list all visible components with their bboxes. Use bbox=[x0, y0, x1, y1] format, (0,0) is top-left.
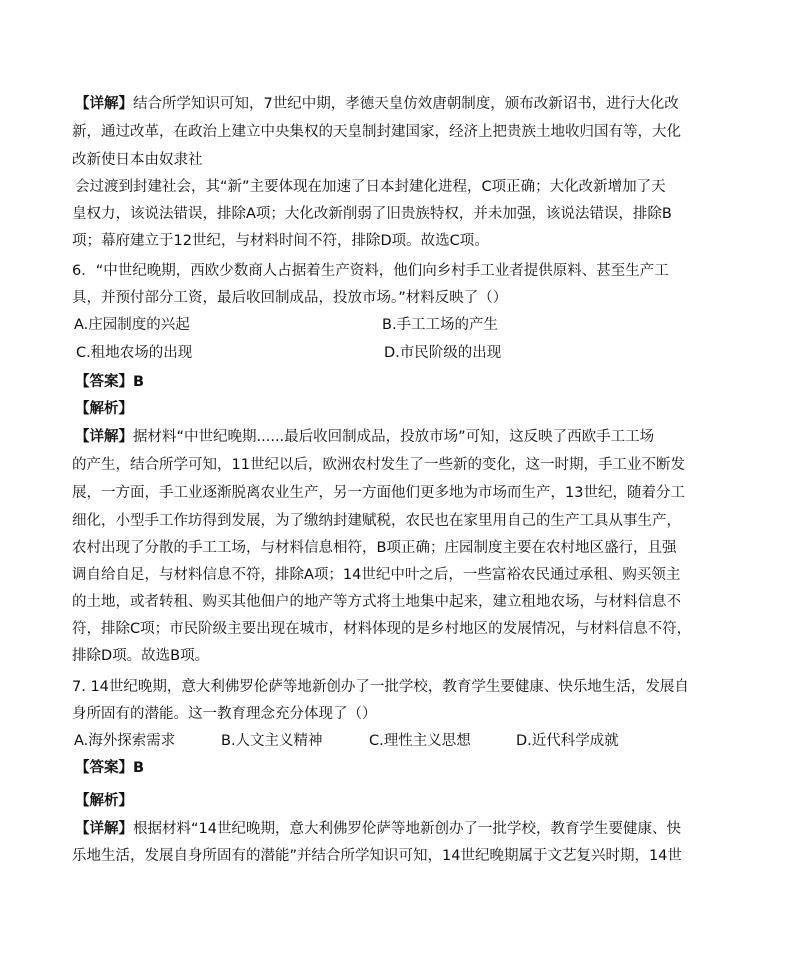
q5-detail-line-1: 【详解】结合所学知识可知，7世纪中期，孝德天皇仿效唐朝制度，颁布改新诏书，进行大化改 bbox=[75, 96, 679, 112]
q7-detail-line-2: 乐地生活，发展自身所固有的潜能”并结合所学知识可知，14世纪晚期属于文艺复兴时期，14世 bbox=[72, 848, 682, 864]
q6-option-b: B.手工工场的产生 bbox=[382, 317, 499, 333]
q5-detail-line-2: 新，通过改革，在政治上建立中央集权的天皇制封建国家，经济上把贵族土地收归国有等，大化 bbox=[72, 124, 681, 140]
q5-detail-line-6: 项；幕府建立于12世纪，与材料时间不符，排除D项。故选C项。 bbox=[72, 233, 489, 249]
q6-detail-line-7: 的土地，或者转租、购买其他佃户的地产等方式将土地集中起来，建立租地农场，与材料信息不 bbox=[72, 594, 681, 610]
q6-detail-tag: 【详解】 bbox=[75, 429, 133, 445]
q7-option-a: A.海外探索需求 bbox=[74, 733, 176, 749]
q6-detail-line-9: 排除D项。故选B项。 bbox=[72, 648, 210, 664]
q6-detail-line-1: 【详解】据材料“中世纪晚期......最后收回制成品，投放市场”可知，这反映了西欧手工工场 bbox=[75, 429, 655, 445]
q6-answer: 【答案】B bbox=[75, 374, 145, 390]
q5-detail-line-4: 会过渡到封建社会，其“新”主要体现在加速了日本封建化进程，C项正确；大化改新增加了天 bbox=[75, 179, 666, 195]
q6-detail-line-6: 调自给自足，与材料信息不符，排除A项；14世纪中叶之后，一些富裕农民通过承租、购买领主 bbox=[72, 567, 681, 583]
q6-detail-line-4: 细化，小型手工作坊得到发展，为了缴纳封建赋税，农民也在家里用自己的生产工具从事生产， bbox=[72, 513, 681, 529]
q7-stem-line-1: 7. 14世纪晚期，意大利佛罗伦萨等地新创办了一批学校，教育学生要健康、快乐地生活，发展自 bbox=[72, 679, 689, 695]
q7-option-d: D.近代科学成就 bbox=[516, 733, 619, 749]
q6-stem-line-1: 6．“中世纪晚期，西欧少数商人占据着生产资料，他们向乡村手工业者提供原料、甚至生产工 bbox=[72, 263, 669, 279]
q7-option-c: C.理性主义思想 bbox=[369, 733, 471, 749]
q5-detail-line-3: 改新使日本由奴隶社 bbox=[72, 152, 203, 168]
q6-detail-line-5: 农村出现了分散的手工工场，与材料信息相符，B项正确；庄园制度主要在农村地区盛行，且强 bbox=[72, 540, 677, 556]
q6-stem-line-2: 具，并预付部分工资，最后收回制成品，投放市场。”材料反映了（） bbox=[72, 290, 508, 306]
q5-detail-line-5: 皇权力，该说法错误，排除A项；大化改新削弱了旧贵族特权，并未加强，该说法错误，排除B bbox=[72, 206, 672, 222]
q7-answer: 【答案】B bbox=[75, 760, 145, 776]
q5-detail-tag: 【详解】 bbox=[75, 96, 133, 112]
q6-option-d: D.市民阶级的出现 bbox=[384, 345, 502, 361]
q7-detail-line-1: 【详解】根据材料“14世纪晚期，意大利佛罗伦萨等地新创办了一批学校，教育学生要健康、快 bbox=[75, 821, 681, 837]
q6-option-a: A.庄园制度的兴起 bbox=[74, 317, 190, 333]
q7-analysis-tag: 【解析】 bbox=[75, 793, 133, 809]
q6-detail-line-3: 展，一方面，手工业逐渐脱离农业生产，另一方面他们更多地为市场而生产，13世纪，随着分工 bbox=[72, 485, 685, 501]
q6-detail-line-2: 的产生，结合所学可知，11世纪以后，欧洲农村发生了一些新的变化，这一时期，手工业不断发 bbox=[72, 457, 685, 473]
q6-analysis-tag: 【解析】 bbox=[75, 401, 133, 417]
q7-option-b: B.人文主义精神 bbox=[221, 733, 323, 749]
q7-stem-line-2: 身所固有的潜能。这一教育理念充分体现了（） bbox=[72, 706, 377, 722]
q7-detail-tag: 【详解】 bbox=[75, 821, 133, 837]
q6-detail-line-8: 符，排除C项；市民阶级主要出现在城市，材料体现的是乡村地区的发展情况，与材料信息不符， bbox=[72, 621, 692, 637]
q6-option-c: C.租地农场的出现 bbox=[76, 345, 193, 361]
